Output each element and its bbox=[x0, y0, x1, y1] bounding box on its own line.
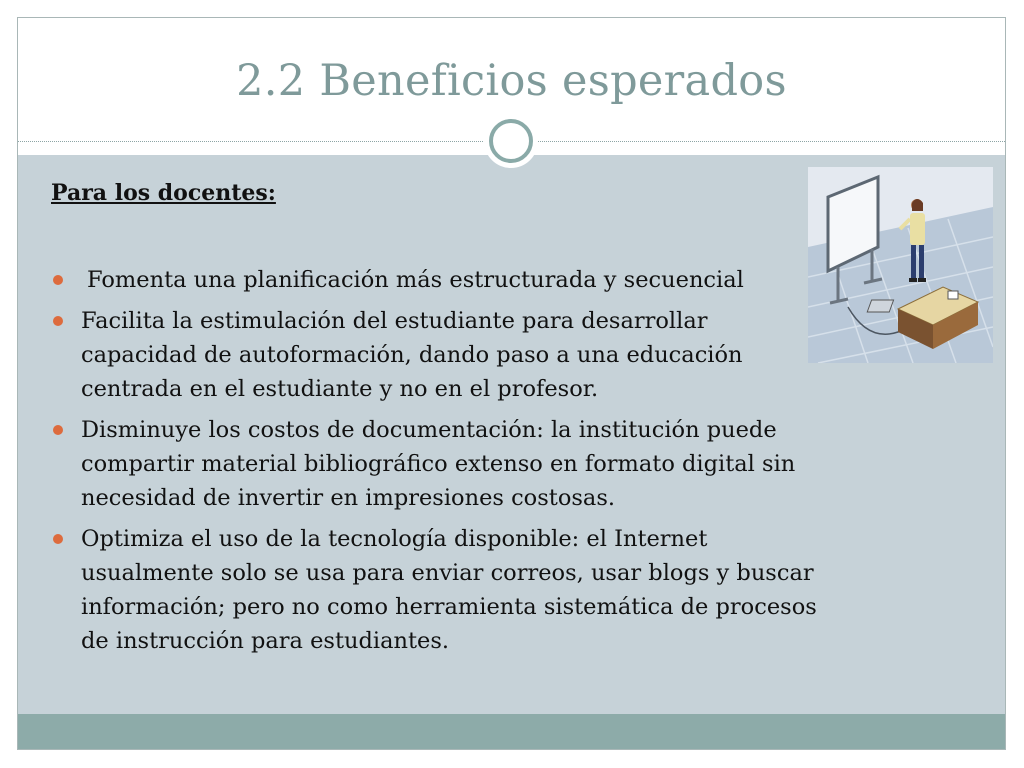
ring-ornament-icon bbox=[484, 114, 538, 168]
classroom-illustration-svg bbox=[808, 167, 993, 363]
bullet-item bbox=[51, 263, 826, 297]
classroom-illustration bbox=[808, 167, 993, 363]
ring-ornament-inner bbox=[489, 119, 533, 163]
bullet-list bbox=[51, 263, 826, 665]
bullet-item bbox=[51, 413, 826, 515]
bullet-dot-icon bbox=[53, 425, 63, 435]
bullet-dot-icon bbox=[53, 316, 63, 326]
bullet-text: Disminuye los costos de documentación: la institución puede compartir material bibliográfico extenso en formato digital sin necesidad de invertir en impresiones costosas. bbox=[81, 417, 796, 511]
section-subtitle: Para los docentes: bbox=[51, 180, 276, 206]
slide bbox=[17, 17, 1006, 750]
bullet-text: Facilita la estimulación del estudiante para desarrollar capacidad de autoformación, dando paso a una educación centrada en el estudiante y no en el profesor. bbox=[81, 308, 743, 402]
bullet-text: Optimiza el uso de la tecnología disponible: el Internet usualmente solo se usa para enviar correos, usar blogs y buscar información; pero no como herramienta sistemática de procesos de instrucción para estudiantes. bbox=[81, 526, 817, 654]
bullet-dot-icon bbox=[53, 275, 63, 285]
bullet-text: Fomenta una planificación más estructurada y secuencial bbox=[87, 267, 744, 293]
footer-bar bbox=[18, 714, 1005, 749]
bullet-item bbox=[51, 522, 826, 658]
bullet-item bbox=[51, 304, 826, 406]
bullet-dot-icon bbox=[53, 534, 63, 544]
slide-title: 2.2 Beneficios esperados bbox=[236, 56, 787, 106]
